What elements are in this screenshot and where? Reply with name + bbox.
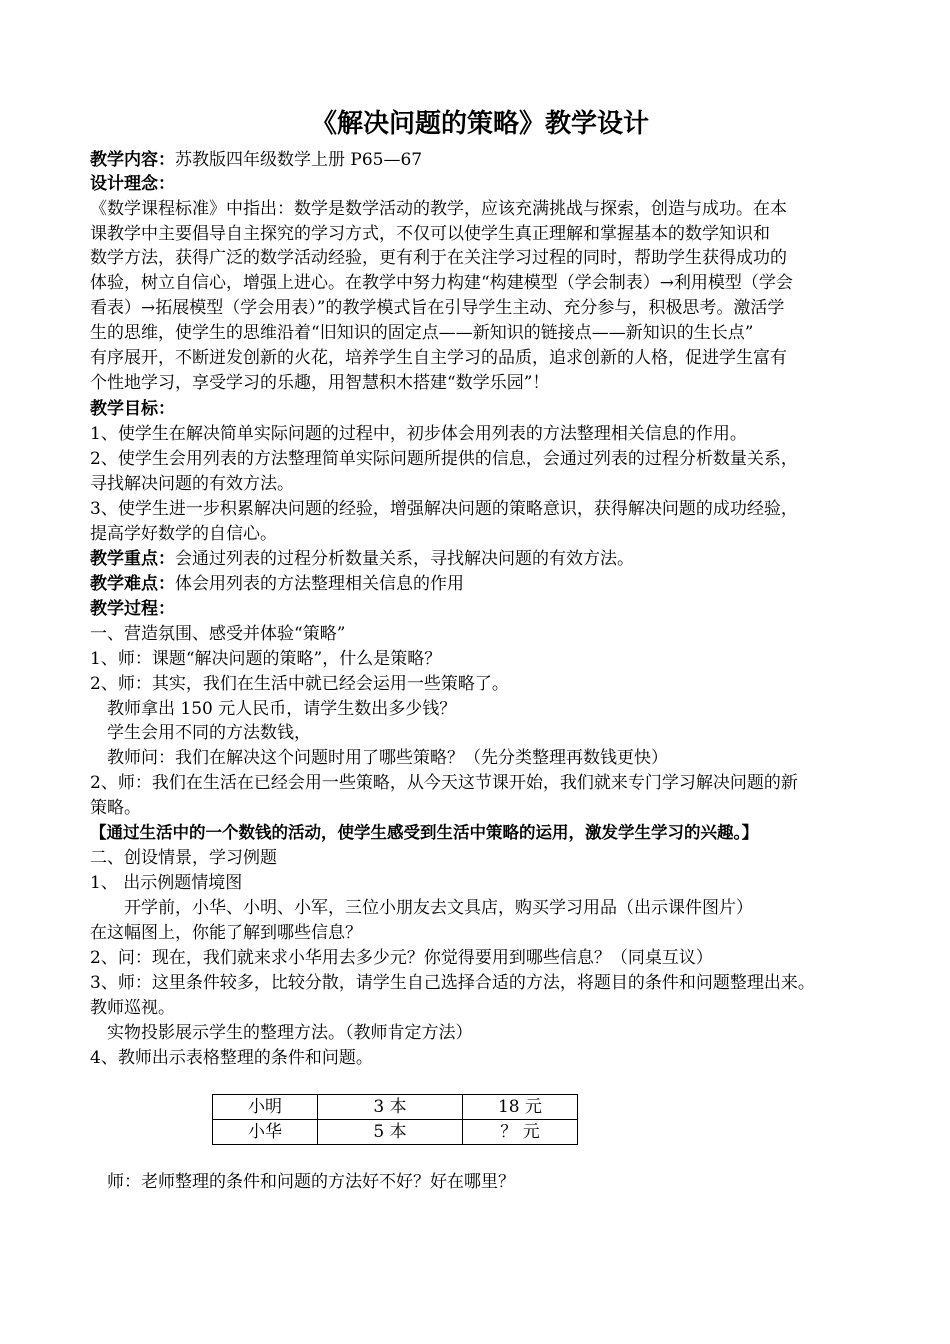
content-label: 教学内容：	[90, 150, 175, 170]
concept-line: 有序展开，不断迸发创新的火花，培养学生自主学习的品质，追求创新的人格，促进学生富有	[90, 348, 787, 368]
section2-line: 二、创设情景，学习例题	[90, 848, 277, 868]
content-value: 苏教版四年级数学上册 P65—67	[175, 150, 423, 170]
goal-line: 提高学好数学的自信心。	[90, 524, 277, 544]
goal-line: 2、使学生会用列表的方法整理简单实际问题所提供的信息，会通过列表的过程分析数量关系，	[90, 449, 798, 469]
table-cell: 小华	[213, 1120, 318, 1145]
highlight-note: 【通过生活中的一个数钱的活动，使学生感受到生活中策略的运用，激发学生学习的兴趣。】	[90, 823, 759, 842]
table-cell: 5 本	[318, 1120, 463, 1145]
process-line: 策略。	[90, 798, 141, 818]
table-row	[213, 1095, 578, 1120]
section2-line: 实物投影展示学生的整理方法。（教师肯定方法）	[90, 1023, 473, 1043]
goals-label: 教学目标：	[90, 399, 175, 419]
concept-line: 《数学课程标准》中指出：数学是数学活动的教学，应该充满挑战与探索，创造与成功。在本	[90, 199, 787, 219]
section2-line: 3、师：这里条件较多，比较分散，请学生自己选择合适的方法，将题目的条件和问题整理出来。	[90, 973, 815, 993]
key-value: 会通过列表的过程分析数量关系，寻找解决问题的有效方法。	[175, 549, 634, 569]
process-line: 教师拿出 150 元人民币，请学生数出多少钱？	[90, 699, 457, 719]
goal-line: 1、使学生在解决简单实际问题的过程中，初步体会用列表的方法整理相关信息的作用。	[90, 424, 747, 444]
section2-line: 4、教师出示表格整理的条件和问题。	[90, 1048, 373, 1068]
section2-line: 开学前，小华、小明、小军，三位小朋友去文具店，购买学习用品（出示课件图片）	[90, 898, 753, 918]
goal-line: 3、使学生进一步积累解决问题的经验，增强解决问题的策略意识，获得解决问题的成功经验，	[90, 499, 798, 519]
key-line	[90, 547, 870, 571]
difficulty-label: 教学难点：	[90, 574, 175, 594]
table-cell: ？ 元	[463, 1120, 578, 1145]
process-line: 学生会用不同的方法数钱，	[90, 723, 311, 743]
section2-line: 2、问：现在，我们就来求小华用去多少元？你觉得要用到哪些信息？（同桌互议）	[90, 948, 713, 968]
process-line: 1、师：课题“解决问题的策略”，什么是策略？	[90, 649, 442, 669]
process-line: 2、师：其实，我们在生活中就已经会运用一些策略了。	[90, 674, 509, 694]
table-row	[213, 1120, 578, 1145]
concept-line: 生的思维，使学生的思维沿着“旧知识的固定点——新知识的链接点——新知识的生长点”	[90, 323, 754, 343]
concept-line: 数学方法，获得广泛的数学活动经验，更有利于在关注学习过程的同时，帮助学生获得成功的	[90, 248, 787, 268]
difficulty-value: 体会用列表的方法整理相关信息的作用	[175, 574, 464, 594]
closing-line: 师：老师整理的条件和问题的方法好不好？好在哪里？	[90, 1172, 515, 1192]
table-cell: 18 元	[463, 1095, 578, 1120]
difficulty-line	[90, 572, 870, 596]
table-cell: 3 本	[318, 1095, 463, 1120]
section2-line: 在这幅图上，你能了解到哪些信息？	[90, 923, 362, 943]
table-cell: 小明	[213, 1095, 318, 1120]
content-line	[90, 148, 870, 172]
concept-label: 设计理念：	[90, 174, 175, 194]
concept-line: 课教学中主要倡导自主探究的学习方式，不仅可以使学生真正理解和掌握基本的数学知识和	[90, 224, 770, 244]
concept-line: 体验，树立自信心，增强上进心。在教学中努力构建“构建模型（学会制表）→利用模型（学会	[90, 273, 793, 293]
concept-line: 个性地学习，享受学习的乐趣，用智慧积木搭建“数学乐园”！	[90, 373, 550, 393]
section2-line: 教师巡视。	[90, 998, 175, 1018]
info-table	[212, 1094, 578, 1145]
process-line: 一、营造氛围、感受并体验“策略”	[90, 624, 346, 644]
document-title: 《解决问题的策略》教学设计	[310, 109, 649, 139]
key-label: 教学重点：	[90, 549, 175, 569]
concept-line: 看表）→拓展模型（学会用表）”的教学模式旨在引导学生主动、充分参与，积极思考。激活学	[90, 298, 785, 318]
process-line: 教师问：我们在解决这个问题时用了哪些策略？（先分类整理再数钱更快）	[90, 748, 668, 768]
process-line: 2、师：我们在生活在已经会用一些策略，从今天这节课开始，我们就来专门学习解决问题的新	[90, 773, 798, 793]
process-label: 教学过程：	[90, 599, 175, 619]
section2-line: 1、 出示例题情境图	[90, 873, 243, 893]
goal-line: 寻找解决问题的有效方法。	[90, 474, 294, 494]
